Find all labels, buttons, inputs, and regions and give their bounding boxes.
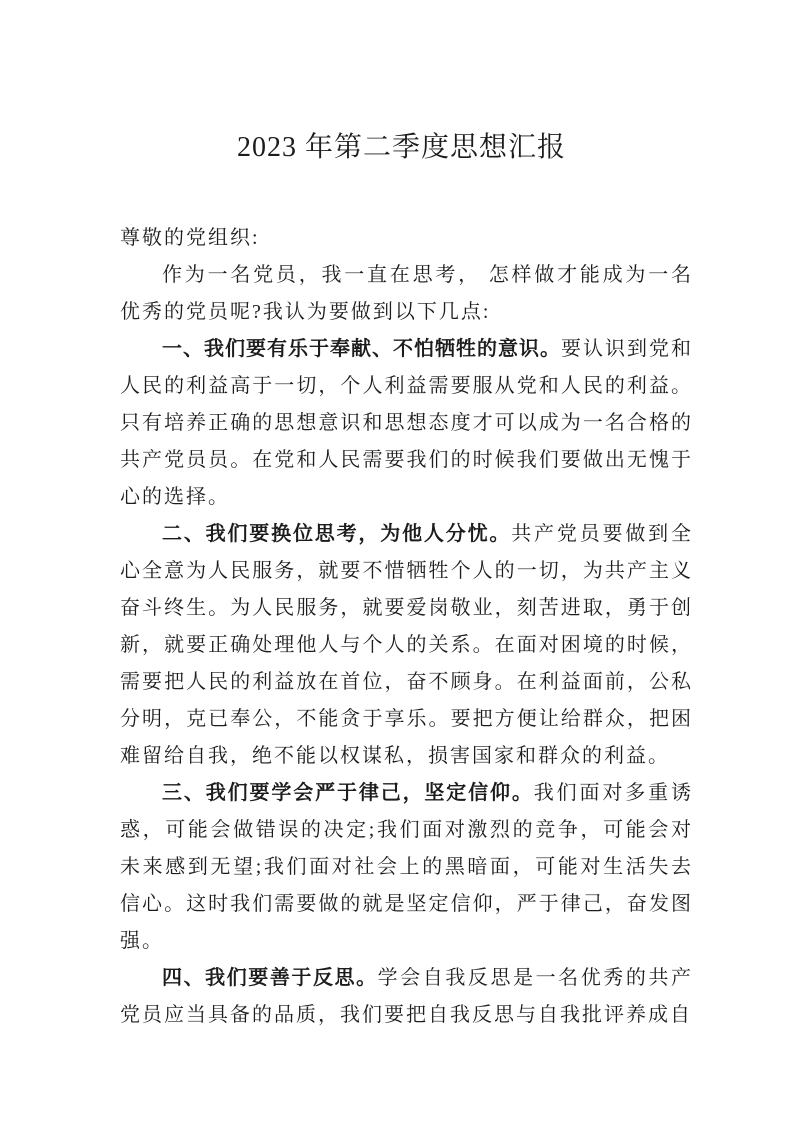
section-3-heading: 三、我们要学会严于律己，坚定信仰。 (162, 782, 534, 804)
section-paragraph-1 (120, 331, 693, 516)
document-title: 2023 年第二季度思想汇报 (236, 132, 566, 163)
section-2-heading: 二、我们要换位思考，为他人分忧。 (162, 523, 512, 545)
intro-paragraph: 作为一名党员，我一直在思考， 怎样做才能成为一名优秀的党员呢?我认为要做到以下几点: (120, 264, 693, 323)
salutation-line: 尊敬的党组织: (120, 227, 260, 249)
section-4-body: 学会自我反思是一名优秀的共产党员应当具备的品质，我们要把自我反思与自我批评养成自 (120, 967, 694, 1026)
section-paragraph-4 (120, 960, 693, 1034)
section-4-heading: 四、我们要善于反思。 (162, 967, 378, 989)
section-1-heading: 一、我们要有乐于奉献、不怕牺牲的意识。 (162, 338, 561, 360)
section-3-body: 我们面对多重诱惑，可能会做错误的决定;我们面对激烈的竞争，可能会对未来感到无望;我们面对社会上的黑暗面，可能对生活失去信心。这时我们需要做的就是坚定信仰，严于律己，奋发图强。 (120, 782, 694, 952)
section-paragraph-3 (120, 775, 693, 960)
section-paragraph-2 (120, 516, 693, 775)
section-1-body: 要认识到党和人民的利益高于一切，个人利益需要服从党和人民的利益。只有培养正确的思想意识和思想态度才可以成为一名合格的共产党员员。在党和人民需要我们的时候我们要做出无愧于心的选择。 (120, 338, 693, 508)
section-2-body: 共产党员要做到全心全意为人民服务，就要不惜牺牲个人的一切，为共产主义奋斗终生。为人民服务，就要爱岗敬业，刻苦进取，勇于创新，就要正确处理他人与个人的关系。在面对困境的时候，需要把人民的利益放在首位，奋不顾身。在利益面前，公私分明，克已奉公，不能贪于享乐。要把方便让给群众，把困难留给自我，绝不能以权谋私，损害国家和群众的利益。 (120, 523, 694, 767)
